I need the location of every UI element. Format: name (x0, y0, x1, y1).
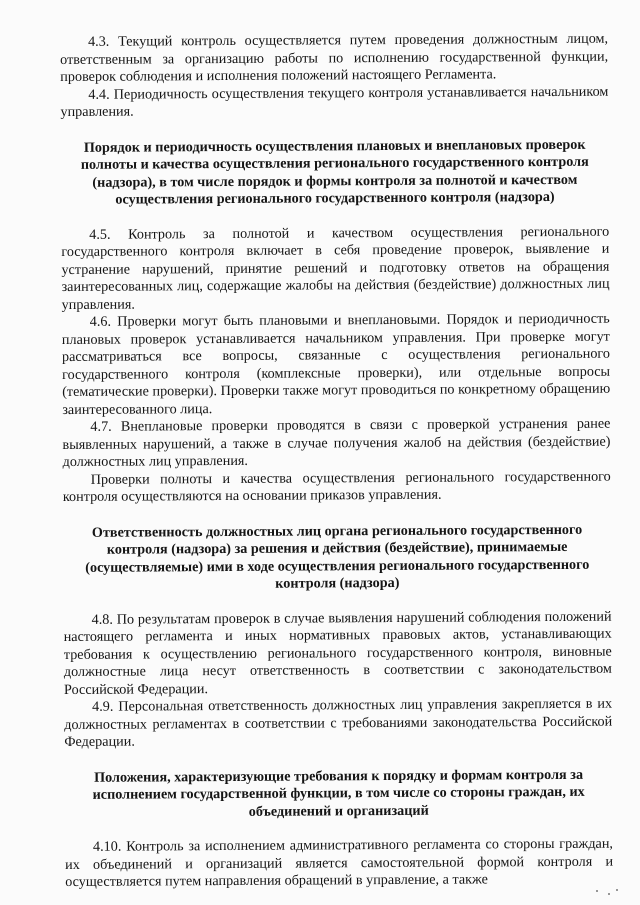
paragraph-4-9: 4.9. Персональная ответственность должностных лиц управления закрепляется в их должностных регламентах в соответствии с требованиями законодательства Российской Федерации. (64, 695, 613, 750)
section-heading-inspections: Порядок и периодичность осуществления плановых и внеплановых проверок полноты и качества осуществления регионального государственного контроля (надзора), в том числе порядок и формы контроля за полнотой и качеством осуществления регионального государственного контроля (надзора) (80, 136, 589, 208)
paragraph-4-3: 4.3. Текущий контроль осуществляется путем проведения должностным лицом, ответственным за организацию работы по исполнению государственной функции, проверок соблюдения и исполнения положений настоящего Регламента. (60, 30, 609, 85)
section-heading-control-requirements: Положения, характеризующие требования к порядку и формам контроля за исполнением государственной функции, в том числе со стороны граждан, их объединений и организаций (92, 766, 585, 820)
paragraph-4-6: 4.6. Проверки могут быть плановыми и внеплановыми. Порядок и периодичность плановых проверок устанавливается начальником управления. При проверке могут рассматриваться все вопросы, связанные с осуществления регионального государственного контроля (комплексные проверки), или отдельные вопросы (тематические проверки). Проверки также могут проводиться по конкретному обращению заинтересованного лица. (61, 310, 611, 418)
paragraph-4-7: 4.7. Внеплановые проверки проводятся в связи с проверкой устранения ранее выявленных нарушений, а также в случае получения жалоб на действия (бездействие) должностных лиц управления. (62, 415, 611, 470)
section-heading-responsibility: Ответственность должностных лиц органа регионального государственного контроля (надзора) за решения и действия (бездействие), принимаемые (осуществляемые) ими в ходе осуществления регионального государственного контроля (надзора) (85, 521, 590, 592)
paragraph-4-7-continued: Проверки полноты и качества осуществления регионального государственного контроля осуществляются на основании приказов управления. (62, 468, 611, 505)
paragraph-4-5: 4.5. Контроль за полнотой и качеством осуществления регионального государственного контроля включает в себя проведение проверок, выявление и устранение нарушений, принятие решений и подготовку ответов на обращения заинтересованных лиц, содержащие жалобы на действия (бездействие) должностных лиц управления. (61, 223, 610, 313)
scan-speck (608, 893, 610, 895)
paragraph-4-8: 4.8. По результатам проверок в случае выявления нарушений соблюдения положений настоящего регламента и иных нормативных правовых актов, устанавливающих требования к осуществлению регионального государственного контроля, виновные должностные лица несут ответственность в соответствии с законодательством Российской Федерации. (63, 608, 612, 698)
paragraph-4-4: 4.4. Периодичность осуществления текущего контроля устанавливается начальником управления. (60, 83, 609, 120)
scan-speck (596, 890, 598, 892)
document-body (60, 31, 613, 892)
paragraph-4-10: 4.10. Контроль за исполнением административного регламента со стороны граждан, их объединений и организаций является самостоятельной формой контроля и осуществляется путем направления обращений в управление, а также (65, 835, 614, 890)
scan-speck (616, 889, 618, 891)
